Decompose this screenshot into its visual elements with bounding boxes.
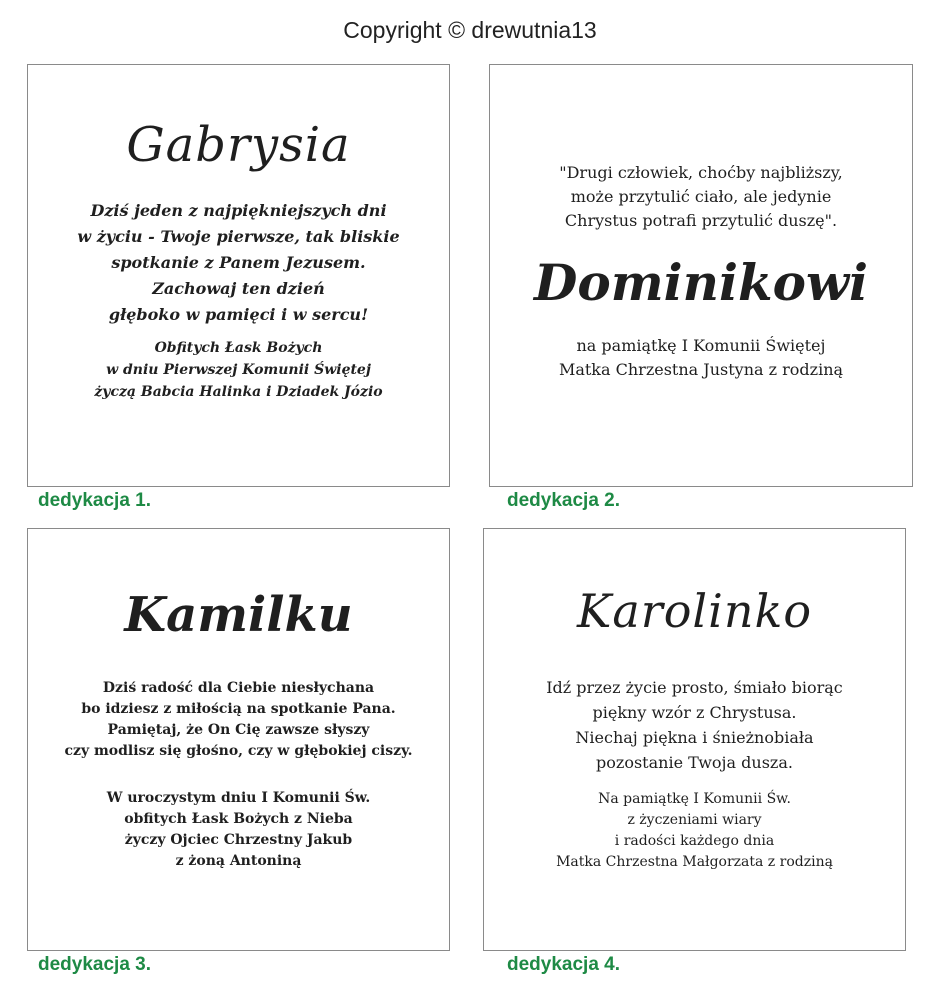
dedication-signature: [484, 789, 905, 873]
text-line: Obfitych Łask Bożych: [154, 340, 323, 356]
text-line: bo idziesz z miłością na spotkanie Pana.: [81, 701, 396, 717]
dedication-main-text: [484, 675, 905, 775]
dedication-name: Gabrysia: [126, 117, 351, 173]
dedication-signature: [28, 337, 449, 403]
text-line: Dziś radość dla Ciebie niesłychana: [102, 680, 375, 696]
text-line: czy modlisz się głośno, czy w głębokiej ciszy.: [64, 743, 413, 759]
text-line: pozostanie Twoja dusza.: [596, 753, 793, 772]
dedication-signature: [28, 788, 449, 872]
dedication-card-4: [483, 528, 906, 951]
text-line: Pamiętaj, że On Cię zawsze słyszy: [107, 722, 370, 738]
text-line: Na pamiątkę I Komunii Św.: [598, 791, 791, 807]
text-line: piękny wzór z Chrystusa.: [592, 703, 797, 722]
text-line: życzą Babcia Halinka i Dziadek Józio: [94, 384, 383, 400]
dedication-card-3: [27, 528, 450, 951]
text-line: w życiu - Twoje pierwsze, tak bliskie: [77, 227, 400, 246]
text-line: głęboko w pamięci i w sercu!: [108, 305, 369, 324]
dedication-card-2: [489, 64, 913, 487]
text-line: obfitych Łask Bożych z Nieba: [124, 811, 353, 827]
text-line: Matka Chrzestna Małgorzata z rodziną: [556, 854, 833, 870]
text-line: Idź przez życie prosto, śmiało biorąc: [546, 678, 843, 697]
dedication-name: Dominikowi: [534, 253, 868, 312]
dedication-main-text: [28, 678, 449, 762]
text-line: Chrystus potrafi przytulić duszę".: [564, 211, 838, 230]
text-line: W uroczystym dniu I Komunii Św.: [106, 790, 371, 806]
text-line: Zachowaj ten dzień: [152, 279, 325, 298]
dedication-card-1: [27, 64, 450, 487]
dedication-label-3: dedykacja 3.: [38, 954, 152, 975]
dedication-signature: [490, 334, 912, 382]
dedication-name: Karolinko: [576, 584, 813, 638]
text-line: Matka Chrzestna Justyna z rodziną: [558, 360, 844, 379]
text-line: na pamiątkę I Komunii Świętej: [576, 336, 826, 355]
text-line: i radości każdego dnia: [614, 833, 775, 849]
dedication-name: Kamilku: [124, 587, 353, 643]
text-line: z żoną Antoniną: [175, 853, 302, 869]
text-line: Dziś jeden z najpiękniejszych dni: [90, 201, 387, 220]
copyright-text: Copyright © drewutnia13: [343, 17, 597, 43]
text-line: "Drugi człowiek, choćby najbliższy,: [559, 163, 843, 182]
text-line: Niechaj piękna i śnieżnobiała: [575, 728, 814, 747]
dedication-quote: [490, 161, 912, 233]
text-line: w dniu Pierwszej Komunii Świętej: [106, 362, 371, 378]
dedication-label-2: dedykacja 2.: [507, 490, 621, 511]
dedication-label-1: dedykacja 1.: [38, 490, 152, 511]
text-line: życzy Ojciec Chrzestny Jakub: [124, 832, 353, 848]
dedication-main-text: [28, 198, 449, 328]
text-line: może przytulić ciało, ale jedynie: [570, 187, 832, 206]
text-line: spotkanie z Panem Jezusem.: [111, 253, 366, 272]
text-line: z życzeniami wiary: [627, 812, 762, 828]
dedication-label-4: dedykacja 4.: [507, 954, 621, 975]
